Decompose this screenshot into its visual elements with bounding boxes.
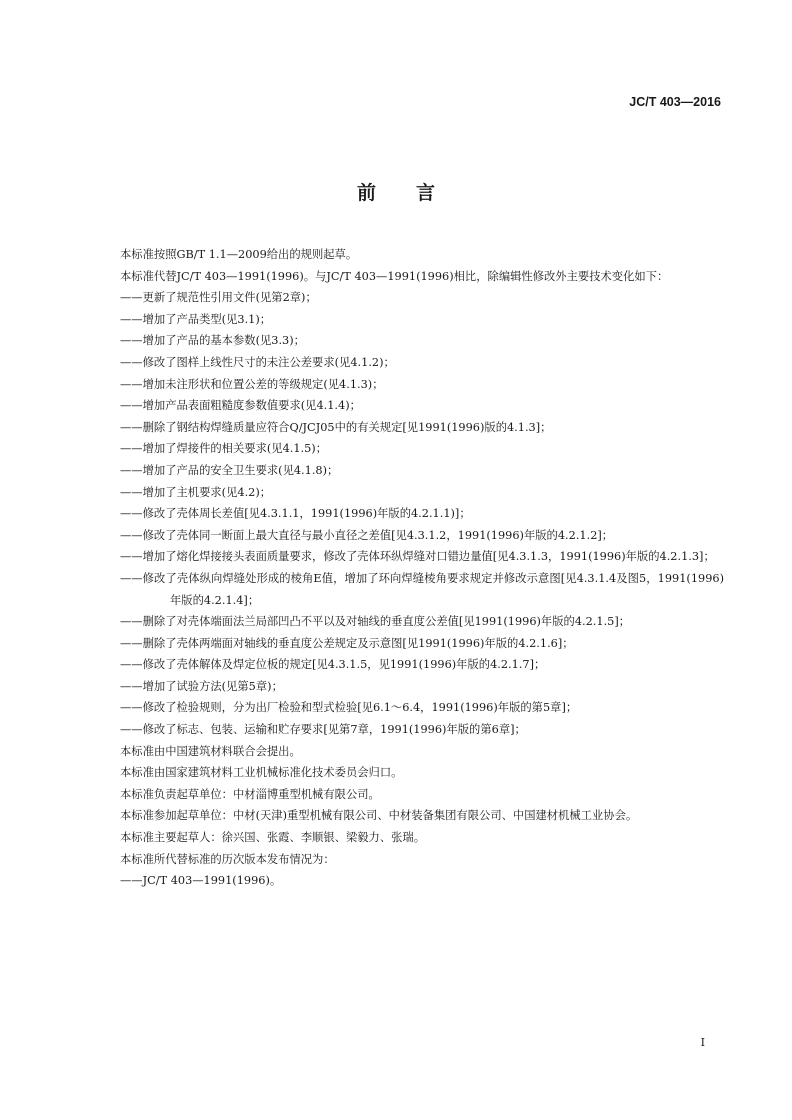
paragraph: 本标准所代替标准的历次版本发布情况为： [120,852,335,866]
change-item: ——修改了图样上线性尺寸的未注公差要求(见4.1.2)； [120,355,395,369]
change-item: ——更新了规范性引用文件(见第2章)； [120,291,317,305]
paragraph: 本标准按照GB/T 1.1—2009给出的规则起草。 [120,248,358,261]
paragraph: 本标准代替JC/T 403—1991(1996)。与JC/T 403—1991(1996)相比，除编辑性修改外主要技术变化如下： [120,269,669,283]
change-item: ——修改了壳体纵向焊缝处形成的棱角E值，增加了环向焊缝棱角要求规定并修改示意图[见4.3.1.4及图5，1991(1996)年版的4.2.1.4]； [120,571,724,607]
change-item: ——删除了对壳体端面法兰局部凹凸不平以及对轴线的垂直度公差值[见1991(1996)年版的4.2.1.5]； [120,615,631,629]
history-item: ——JC/T 403—1991(1996)。 [120,874,282,888]
change-item: ——修改了壳体同一断面上最大直径与最小直径之差值[见4.3.1.2，1991(1996)年版的4.2.1.2]； [120,528,614,542]
change-item: ——增加了产品的基本参数(见3.3)； [120,334,305,348]
paragraph: 本标准参加起草单位：中材(天津)重型机械有限公司、中材装备集团有限公司、中国建材机械工业协会。 [120,809,638,823]
change-item: ——增加未注形状和位置公差的等级规定(见4.1.3)； [120,377,384,391]
page-title: 前言 [356,182,475,204]
preface-body [96,244,724,892]
change-item: ——删除了壳体两端面对轴线的垂直度公差规定及示意图[见1991(1996)年版的4.2.1.6]； [120,636,574,650]
change-item: ——修改了壳体周长差值[见4.3.1.1，1991(1996)年版的4.2.1.1)]； [120,507,471,521]
change-item: ——增加了焊接件的相关要求(见4.1.5)； [120,442,328,456]
paragraph: 本标准由中国建筑材料联合会提出。 [120,744,301,758]
page-number: I [700,1036,705,1049]
paragraph: 本标准主要起草人：徐兴国、张霞、李顺银、梁毅力、张瑞。 [120,831,426,845]
change-item: ——修改了检验规则，分为出厂检验和型式检验[见6.1～6.4，1991(1996)年版的第5章]； [120,701,578,715]
change-item: ——修改了壳体解体及焊定位板的规定[见4.3.1.5，见1991(1996)年版的4.2.1.7]； [120,658,546,672]
change-item: ——删除了钢结构焊缝质量应符合Q/JCJ05中的有关规定[见1991(1996)版的4.1.3]； [120,420,552,434]
change-item: ——增加了主机要求(见4.2)； [120,485,272,499]
change-item: ——增加了熔化焊接接头表面质量要求，修改了壳体环纵焊缝对口错边量值[见4.3.1.3，1991(1996)年版的4.2.1.3]； [120,550,715,564]
change-item: ——增加了产品类型(见3.1)； [120,312,272,326]
standard-code: JC/T 403—2016 [629,95,721,109]
change-item: ——修改了标志、包装、运输和贮存要求[见第7章，1991(1996)年版的第6章]； [120,723,526,737]
change-item: ——增加了产品的安全卫生要求(见4.1.8)； [120,463,339,477]
paragraph: 本标准由国家建筑材料工业机械标准化技术委员会归口。 [120,766,403,780]
change-item: ——增加了试验方法(见第5章)； [120,679,283,693]
change-item: ——增加产品表面粗糙度参数值要求(见4.1.4)； [120,399,361,413]
paragraph: 本标准负责起草单位：中材淄博重型机械有限公司。 [120,787,380,801]
